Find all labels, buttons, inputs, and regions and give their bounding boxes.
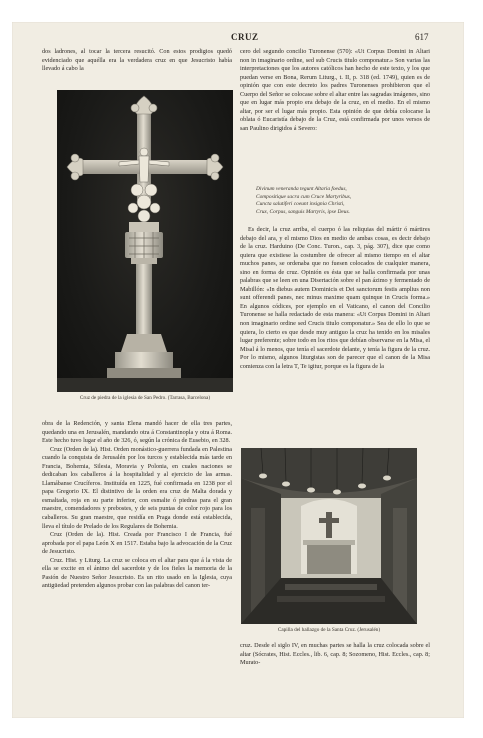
entry-orden-de-la-cruz-1: Cruz (Orden de la). Hist. Orden monástico-guerrera fundada en Palestina cuando la conquista de Jerusalén por los turcos y establecida más tarde en Francia, Bohemia, Silesia, Moravia y Polonia, en cuales naciones se dedicaban los caballeros á la hospitalidad y al ejercicio de las armas. Llamábanse Crucíferos. Instituída en 1225, fué confirmada en 1238 por el papa Gregorio IX. El distintivo de la orden era cruz de Malta dorada y esmaltada, roja en su parte inferior, con esmalte ó piedras para el gran maestre, comendadores y prebostes, y de seis puntas de color rojo para los caballeros. Su gran maestre, que residía en Praga donde está establecida, lleva el título de Prelado de los Regulares de Bohemia. xyxy=(42,445,232,530)
entry-orden-de-la-cruz-2: Cruz (Orden de la). Hist. Creada por Francisco I de Francia, fué aprobada por el papa León X en 1517. Estaba bajo la advocación de la Cruz de Jesucristo. xyxy=(42,531,232,556)
verse-line: Divinum veneranda tegunt Altaria foedus, xyxy=(256,186,347,192)
right-column-bottom xyxy=(240,642,430,692)
chapel-illustration xyxy=(241,448,417,624)
paragraph: dos ladrones, al tocar la tercera resucitó. Con estos prodigios quedó evidenciado que aquélla era la verdadera cruz en que Jesucristo había llevado á cabo la xyxy=(42,48,232,73)
right-column-middle xyxy=(240,226,430,441)
verse-line: Cuncta salutiferi coeunt insignia Christi, xyxy=(256,201,345,208)
paragraph: cruz. Desde el siglo IV, en muchas partes se halla la cruz colocada sobre el altar (Sócrates, Hist. Eccles., lib. 6, cap. 8; Sozomeno, Hist. Eccles., cap. 8; Murato- xyxy=(240,642,430,667)
running-head-title: CRUZ xyxy=(231,32,259,42)
entry-cruz-liturgia: Cruz. Hist. y Liturg. La cruz se coloca en el altar para que á la vista de ella se excite en el ánimo del sacerdote y de los fieles la memoria de la Pasión de Nuestro Señor Jesucristo. Es un rito usado en la Iglesia, cuya antigüedad pretenden algunos probar con las palabras del canon ter- xyxy=(42,556,232,590)
paragraph: Es decir, la cruz arriba, el cuerpo ó las reliquias del mártir ó mártires debajo del ara, y el mismo Dios en medio de ambas cosas, es decir debajo de la cruz. Harduino (De Conc. Turon., cap. 3, pág. 307), dice que como quiera que existiese la costumbre de ofrecer al mismo tiempo en el altar muchos panes, se ordenaba que no fuesen colocados de cualquier manera, sino en forma de cruz. Opinión es ésta que se halla confirmada por unas palabras que se leen en una Disertación sobre el pan ázimo y fermentado de Mabillón: «In diebus autem Dominicis et Dei sanctorum festis amplius non sunt offerendi panes, nec minus maxime quam quinque in Crucis forma.» En algunos códices, por ejemplo en el Vaticano, el canon del Concilio Turonense se halla redactado de esta manera: «Ut Corpus Domini in Altari non imaginario ordine sed Crucis titulo componatur.» Sea de ello lo que se quiera, lo cierto es que desde muy antiguo la cruz ha tenido en los misales lugar preferente; sobre todo en los ritos que debían observarse en la Misa, el Misal á lo menos, que tenía el sacerdote delante, y tenía la figura de la cruz. Por lo mismo, algunos liturgistas son de parecer que el canon de la Misa comienza con la letra T, Te igitur, porque es la figura de la xyxy=(240,226,430,370)
verse-line: Crux, Corpus, sanguis Martyris, ipse Deus. xyxy=(256,208,350,215)
paragraph: obra de la Redención, y santa Elena mandó hacer de ella tres partes, quedando una en Jerusalén, mandando otra á Constantinopla y otra á Roma. Este hecho tuvo lugar el año de 326, ó, según la crónica de Eusebio, en 328. xyxy=(42,420,232,445)
chapel-photo xyxy=(241,448,417,624)
chapel-caption: Capilla del hallazgo de la Santa Cruz. (Jerusalén) xyxy=(277,627,381,633)
verse-line: Compositique sacra cum Cruce Martyribus, xyxy=(256,193,352,200)
left-column-top xyxy=(42,48,232,84)
right-column-top xyxy=(240,48,430,184)
stone-cross-illustration xyxy=(57,90,233,392)
stone-cross-caption: Cruz de piedra de la iglesia de San Pedro. (Tarrasa, Barcelona) xyxy=(79,395,211,401)
stone-cross-photo xyxy=(57,90,233,392)
running-head xyxy=(0,32,483,44)
paragraph: cero del segundo concilio Turonense (570): «Ut Corpus Domini in Altari non in imaginario ordine, sed sub Crucis titulo componatur.» Son varias las interpretaciones que los autores católicos han hecho de este texto, y los que puedan verse en Bona, Rerum Liturg., t. II, p. 318 (ed. 1749), quien es de opinión que con este decreto los padres Turonenses prohibieron que el Cuerpo del Señor se colocase sobre el altar entre las sagradas imágenes, sino que en lugar más propio era debajo de la cruz, en el medio. En el mismo altar, por ser el lugar más propio. Esta opinión de que debía colocarse la oblata ó Eucaristía debajo de la Cruz, está confirmada por unos versos de san Paulino dirigidos á Severo: xyxy=(240,48,430,132)
latin-verses xyxy=(256,186,426,216)
page-number: 617 xyxy=(415,32,429,42)
left-column-bottom xyxy=(42,420,232,692)
